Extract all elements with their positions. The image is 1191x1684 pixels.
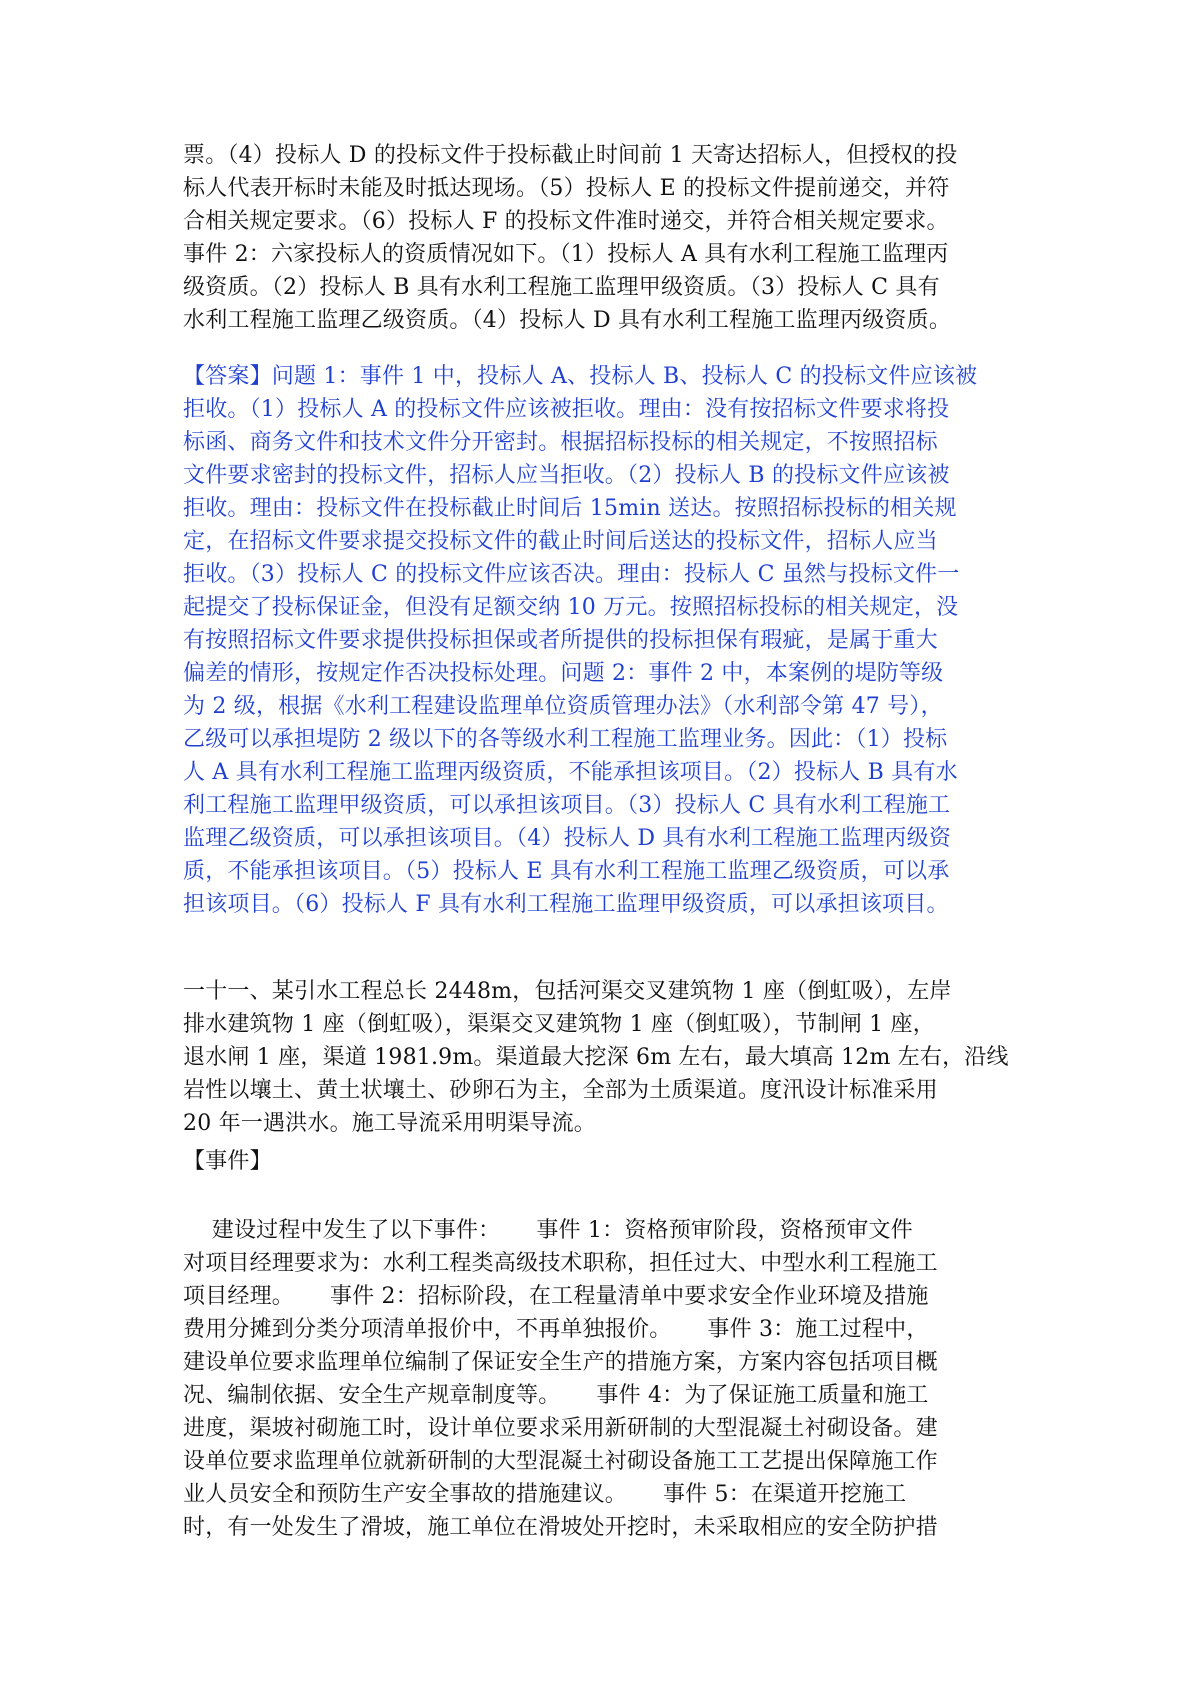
text-line: 岩性以壤土、黄土状壤土、砂卵石为主，全部为土质渠道。度汛设计标准采用 [183,1078,938,1103]
text-line: 设单位要求监理单位就新研制的大型混凝土衬砌设备施工工艺提出保障施工作 [183,1449,938,1474]
answer-line: 有按照招标文件要求提供投标担保或者所提供的投标担保有瑕疵，是属于重大 [183,628,938,653]
top-paragraph [183,139,1023,337]
answer-line: 文件要求密封的投标文件，招标人应当拒收。（2）投标人 B 的投标文件应该被 [183,463,950,488]
text-line: 标人代表开标时未能及时抵达现场。（5）投标人 E 的投标文件提前递交，并符 [183,176,950,201]
text-line: 费用分摊到分类分项清单报价中，不再单独报价。 事件 3：施工过程中， [183,1317,929,1342]
text-line: 时，有一处发生了滑坡，施工单位在滑坡处开挖时，未采取相应的安全防护措 [183,1515,938,1540]
answer-line: 担该项目。（6）投标人 F 具有水利工程施工监理甲级资质，可以承担该项目。 [183,892,949,917]
text-line: 项目经理。 事件 2：招标阶段，在工程量清单中要求安全作业环境及措施 [183,1284,929,1309]
answer-line: 为 2 级，根据《水利工程建设监理单位资质管理办法》（水利部令第 47 号）， [183,694,943,719]
text-line: 票。（4）投标人 D 的投标文件于投标截止时间前 1 天寄达招标人，但授权的投 [183,143,958,168]
text-line: 建设单位要求监理单位编制了保证安全生产的措施方案，方案内容包括项目概 [183,1350,938,1375]
answer-line: 偏差的情形，按规定作否决投标处理。问题 2：事件 2 中，本案例的堤防等级 [183,661,944,686]
text-line: 水利工程施工监理乙级资质。（4）投标人 D 具有水利工程施工监理丙级资质。 [183,308,952,333]
answer-line: 乙级可以承担堤防 2 级以下的各等级水利工程施工监理业务。因此：（1）投标 [183,727,948,752]
answer-line: 人 A 具有水利工程施工监理丙级资质，不能承担该项目。（2）投标人 B 具有水 [183,760,958,785]
answer-line: 起提交了投标保证金，但没有足额交纳 10 万元。按照招标投标的相关规定，没 [183,595,959,620]
answer-line: 定，在招标文件要求提交投标文件的截止时间后送达的投标文件，招标人应当 [183,529,938,554]
answer-paragraph [183,360,1023,921]
text-line: 级资质。（2）投标人 B 具有水利工程施工监理甲级资质。（3）投标人 C 具有 [183,275,940,300]
text-line: 一十一、某引水工程总长 2448m，包括河渠交叉建筑物 1 座（倒虹吸），左岸 [183,979,952,1004]
text-line: 对项目经理要求为：水利工程类高级技术职称，担任过大、中型水利工程施工 [183,1251,938,1276]
answer-line: 利工程施工监理甲级资质，可以承担该项目。（3）投标人 C 具有水利工程施工 [183,793,951,818]
text-line: 事件 2：六家投标人的资质情况如下。（1）投标人 A 具有水利工程施工监理丙 [183,242,949,267]
question-11-paragraph [183,975,1023,1140]
text-line: 排水建筑物 1 座（倒虹吸），渠渠交叉建筑物 1 座（倒虹吸），节制闸 1 座， [183,1012,935,1037]
text-line: 建设过程中发生了以下事件： 事件 1：资格预审阶段，资格预审文件 [183,1218,913,1243]
answer-line: 标函、商务文件和技术文件分开密封。根据招标投标的相关规定，不按照招标 [183,430,938,455]
text-line: 业人员安全和预防生产安全事故的措施建议。 事件 5：在渠道开挖施工 [183,1482,907,1507]
answer-line: 监理乙级资质，可以承担该项目。（4）投标人 D 具有水利工程施工监理丙级资 [183,826,952,851]
answer-line: 拒收。（3）投标人 C 的投标文件应该否决。理由：投标人 C 虽然与投标文件一 [183,562,960,587]
text-line: 退水闸 1 座，渠道 1981.9m。渠道最大挖深 6m 左右，最大填高 12m 左右，沿线 [183,1045,1009,1070]
answer-line: 拒收。理由：投标文件在投标截止时间后 15min 送达。按照招标投标的相关规 [183,496,957,521]
events-heading: 【事件】 [183,1149,272,1174]
events-heading-block [183,1145,1023,1178]
text-line: 20 年一遇洪水。施工导流采用明渠导流。 [183,1111,596,1136]
answer-line: 质，不能承担该项目。（5）投标人 E 具有水利工程施工监理乙级资质，可以承 [183,859,950,884]
text-line: 进度，渠坡衬砌施工时，设计单位要求采用新研制的大型混凝土衬砌设备。建 [183,1416,938,1441]
text-line: 合相关规定要求。（6）投标人 F 的投标文件准时递交，并符合相关规定要求。 [183,209,949,234]
text-line: 况、编制依据、安全生产规章制度等。 事件 4：为了保证施工质量和施工 [183,1383,929,1408]
events-paragraph [183,1214,1023,1544]
answer-line: 拒收。（1）投标人 A 的投标文件应该被拒收。理由：没有按招标文件要求将投 [183,397,950,422]
answer-line: 【答案】问题 1：事件 1 中，投标人 A、投标人 B、投标人 C 的投标文件应该被 [183,364,978,389]
